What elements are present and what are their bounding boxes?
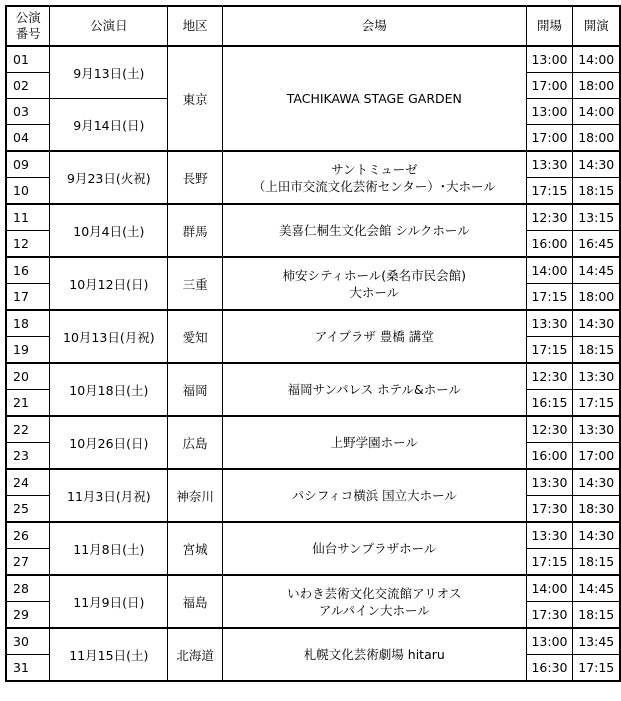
show-start-time: 18:00	[573, 125, 620, 152]
doors-open-time: 13:30	[526, 469, 573, 496]
show-start-time: 13:30	[573, 416, 620, 443]
doors-open-time: 16:30	[526, 655, 573, 682]
doors-open-time: 12:30	[526, 416, 573, 443]
show-start-time: 14:30	[573, 151, 620, 178]
header-venue: 会場	[223, 6, 526, 46]
show-start-time: 17:15	[573, 655, 620, 682]
performance-number: 20	[6, 363, 50, 390]
table-row	[6, 469, 620, 496]
performance-number: 12	[6, 231, 50, 258]
venue	[223, 363, 526, 416]
header-performance-number	[6, 6, 50, 46]
show-start-time: 14:30	[573, 469, 620, 496]
performance-number: 23	[6, 443, 50, 470]
venue-line: 上野学園ホール	[330, 435, 418, 450]
performance-date: 11月8日(土)	[50, 522, 168, 575]
venue-line: 柿安シティホール(桑名市民会館)	[282, 267, 467, 283]
header-show-start: 開演	[573, 6, 620, 46]
performance-number: 01	[6, 46, 50, 73]
show-start-time: 17:00	[573, 443, 620, 470]
performance-date: 10月26日(日)	[50, 416, 168, 469]
show-start-time: 14:00	[573, 99, 620, 125]
doors-open-time: 17:15	[526, 284, 573, 311]
show-start-time: 14:00	[573, 46, 620, 73]
doors-open-time: 16:00	[526, 231, 573, 258]
header-row	[6, 6, 620, 46]
table-row	[6, 628, 620, 655]
table-row	[6, 416, 620, 443]
show-start-time: 14:30	[573, 522, 620, 549]
performance-date: 9月13日(土)	[50, 46, 168, 99]
performance-date: 10月13日(月祝)	[50, 310, 168, 363]
performance-date: 10月18日(土)	[50, 363, 168, 416]
venue-line: （上田市交流文化芸術センター）･大ホール	[252, 178, 496, 194]
performance-number: 11	[6, 204, 50, 231]
table-row	[6, 575, 620, 602]
show-start-time: 13:15	[573, 204, 620, 231]
region: 東京	[168, 46, 223, 151]
doors-open-time: 12:30	[526, 204, 573, 231]
performance-number: 28	[6, 575, 50, 602]
doors-open-time: 17:30	[526, 496, 573, 523]
doors-open-time: 17:15	[526, 549, 573, 576]
header-performance-number-line1: 公演	[15, 10, 41, 25]
venue-line: 福岡サンパレス ホテル&ホール	[287, 382, 462, 397]
show-start-time: 18:30	[573, 496, 620, 523]
table-row	[6, 310, 620, 337]
region: 三重	[168, 257, 223, 310]
region: 広島	[168, 416, 223, 469]
venue-line: TACHIKAWA STAGE GARDEN	[286, 91, 462, 106]
performance-date: 11月3日(月祝)	[50, 469, 168, 522]
doors-open-time: 13:00	[526, 99, 573, 125]
performance-number: 22	[6, 416, 50, 443]
performance-date: 10月4日(土)	[50, 204, 168, 257]
doors-open-time: 17:00	[526, 73, 573, 99]
region: 宮城	[168, 522, 223, 575]
doors-open-time: 16:00	[526, 443, 573, 470]
show-start-time: 18:15	[573, 549, 620, 576]
header-region: 地区	[168, 6, 223, 46]
schedule-body	[6, 46, 620, 681]
venue-line: パシフィコ横浜 国立大ホール	[291, 488, 457, 503]
venue	[223, 522, 526, 575]
doors-open-time: 12:30	[526, 363, 573, 390]
doors-open-time: 17:15	[526, 337, 573, 364]
performance-number: 30	[6, 628, 50, 655]
venue-line: サントミューゼ	[331, 161, 418, 177]
doors-open-time: 13:00	[526, 628, 573, 655]
show-start-time: 14:45	[573, 257, 620, 284]
table-row	[6, 363, 620, 390]
performance-number: 24	[6, 469, 50, 496]
performance-number: 18	[6, 310, 50, 337]
venue-line: アルパイン大ホール	[318, 602, 430, 618]
show-start-time: 18:15	[573, 602, 620, 629]
venue	[223, 575, 526, 628]
venue-line: 大ホール	[349, 284, 400, 300]
show-start-time: 18:00	[573, 284, 620, 311]
show-start-time: 14:30	[573, 310, 620, 337]
performance-date: 9月14日(日)	[50, 99, 168, 152]
performance-number: 26	[6, 522, 50, 549]
performance-number: 10	[6, 178, 50, 205]
performance-number: 29	[6, 602, 50, 629]
region: 愛知	[168, 310, 223, 363]
region: 長野	[168, 151, 223, 204]
performance-number: 25	[6, 496, 50, 523]
region: 北海道	[168, 628, 223, 681]
header-doors-open: 開場	[526, 6, 573, 46]
venue-line: 美喜仁桐生文化会館 シルクホール	[278, 223, 470, 238]
region: 群馬	[168, 204, 223, 257]
doors-open-time: 17:30	[526, 602, 573, 629]
doors-open-time: 17:00	[526, 125, 573, 152]
venue-line: いわき芸術文化交流館アリオス	[287, 585, 462, 601]
venue	[223, 416, 526, 469]
venue	[223, 204, 526, 257]
performance-number: 27	[6, 549, 50, 576]
performance-date: 10月12日(日)	[50, 257, 168, 310]
performance-number: 03	[6, 99, 50, 125]
performance-number: 02	[6, 73, 50, 99]
doors-open-time: 14:00	[526, 575, 573, 602]
performance-number: 31	[6, 655, 50, 682]
performance-number: 17	[6, 284, 50, 311]
doors-open-time: 14:00	[526, 257, 573, 284]
venue	[223, 46, 526, 151]
show-start-time: 13:30	[573, 363, 620, 390]
table-row	[6, 522, 620, 549]
show-start-time: 18:15	[573, 337, 620, 364]
performance-number: 16	[6, 257, 50, 284]
venue	[223, 151, 526, 204]
performance-date: 11月15日(土)	[50, 628, 168, 681]
doors-open-time: 17:15	[526, 178, 573, 205]
performance-number: 04	[6, 125, 50, 152]
performance-date: 9月23日(火祝)	[50, 151, 168, 204]
venue	[223, 257, 526, 310]
doors-open-time: 13:00	[526, 46, 573, 73]
doors-open-time: 13:30	[526, 522, 573, 549]
region: 神奈川	[168, 469, 223, 522]
performance-number: 09	[6, 151, 50, 178]
doors-open-time: 13:30	[526, 151, 573, 178]
performance-number: 19	[6, 337, 50, 364]
table-row	[6, 257, 620, 284]
show-start-time: 17:15	[573, 390, 620, 417]
table-row	[6, 151, 620, 178]
venue-line: アイプラザ 豊橋 講堂	[314, 329, 434, 344]
show-start-time: 16:45	[573, 231, 620, 258]
region: 福岡	[168, 363, 223, 416]
header-date: 公演日	[50, 6, 168, 46]
venue	[223, 628, 526, 681]
performance-date: 11月9日(日)	[50, 575, 168, 628]
performance-number: 21	[6, 390, 50, 417]
schedule-table	[5, 5, 621, 682]
show-start-time: 14:45	[573, 575, 620, 602]
doors-open-time: 16:15	[526, 390, 573, 417]
table-row	[6, 204, 620, 231]
venue	[223, 469, 526, 522]
venue-line: 仙台サンプラザホール	[312, 541, 437, 556]
venue	[223, 310, 526, 363]
show-start-time: 18:15	[573, 178, 620, 205]
table-row	[6, 46, 620, 73]
show-start-time: 13:45	[573, 628, 620, 655]
doors-open-time: 13:30	[526, 310, 573, 337]
region: 福島	[168, 575, 223, 628]
show-start-time: 18:00	[573, 73, 620, 99]
venue-line: 札幌文化芸術劇場 hitaru	[303, 647, 445, 662]
header-performance-number-line2: 番号	[15, 26, 41, 41]
